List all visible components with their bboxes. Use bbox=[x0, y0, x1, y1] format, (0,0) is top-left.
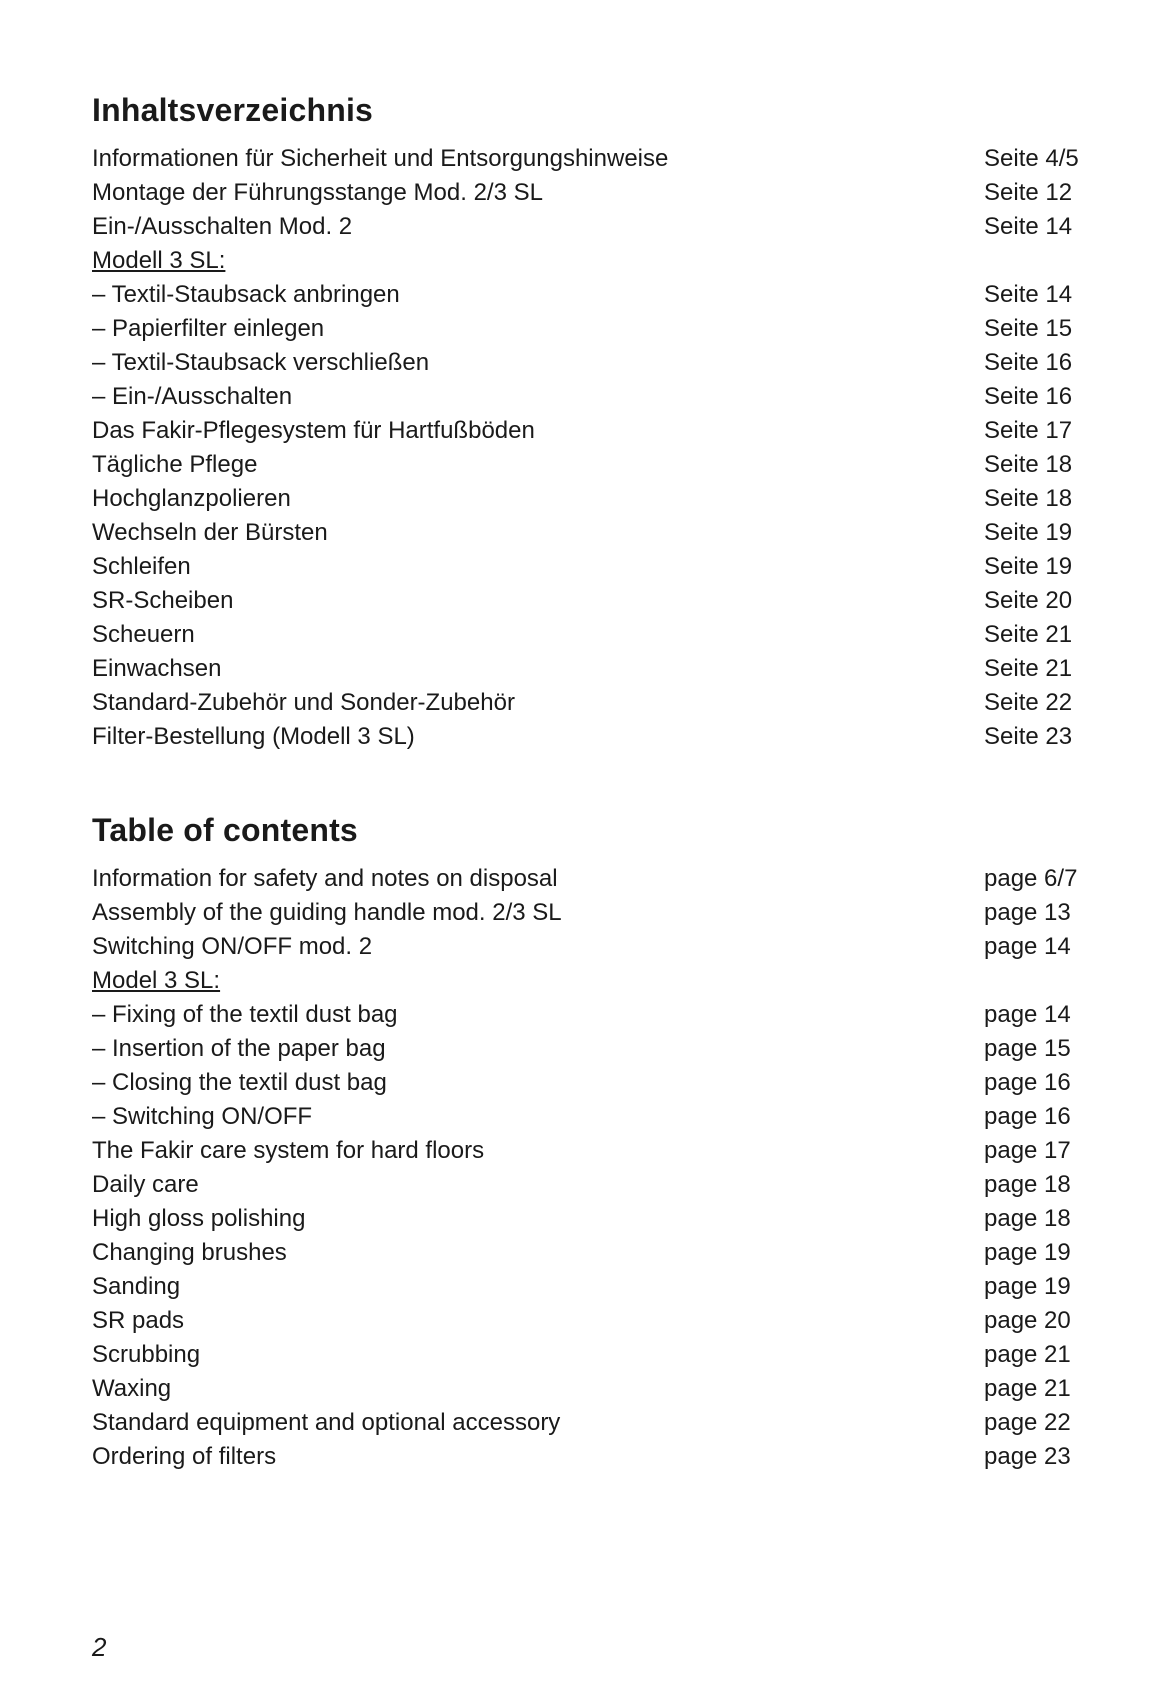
toc-entry bbox=[92, 516, 1087, 550]
toc-entry-page: page 16 bbox=[984, 1103, 1071, 1130]
toc-entry-page: page 19 bbox=[984, 1239, 1071, 1266]
english-toc-section bbox=[92, 808, 1087, 1474]
page-number: 2 bbox=[92, 1632, 107, 1662]
toc-entry-page: Seite 18 bbox=[984, 485, 1073, 512]
toc-entry bbox=[92, 1134, 1087, 1168]
toc-entry-label: Switching ON/OFF mod. 2 bbox=[92, 933, 373, 960]
toc-entry bbox=[92, 1440, 1087, 1474]
toc-subheading-label: Model 3 SL: bbox=[92, 967, 221, 994]
toc-entry-label: – Fixing of the textil dust bag bbox=[92, 1001, 398, 1028]
toc-entry-label: Filter-Bestellung (Modell 3 SL) bbox=[92, 723, 415, 750]
toc-entry bbox=[92, 862, 1087, 896]
toc-entry bbox=[92, 584, 1087, 618]
toc-subheading bbox=[92, 964, 1087, 998]
toc-entry-page: Seite 16 bbox=[984, 349, 1073, 376]
toc-entry bbox=[92, 1066, 1087, 1100]
toc-entry-label: Hochglanzpolieren bbox=[92, 485, 291, 512]
toc-entry bbox=[92, 346, 1087, 380]
toc-entry-label: – Papierfilter einlegen bbox=[92, 315, 325, 342]
toc-entry-page: page 14 bbox=[984, 933, 1071, 960]
german-toc-heading: Inhaltsverzeichnis bbox=[92, 92, 374, 128]
toc-entry bbox=[92, 720, 1087, 754]
toc-entry-page: page 23 bbox=[984, 1443, 1071, 1470]
toc-entry-page: page 16 bbox=[984, 1069, 1071, 1096]
toc-entry bbox=[92, 448, 1087, 482]
toc-entry bbox=[92, 930, 1087, 964]
toc-entry bbox=[92, 142, 1087, 176]
toc-entry bbox=[92, 1168, 1087, 1202]
toc-entry bbox=[92, 482, 1087, 516]
toc-entry bbox=[92, 896, 1087, 930]
toc-entry bbox=[92, 998, 1087, 1032]
toc-subheading bbox=[92, 244, 1087, 278]
toc-entry-label: – Closing the textil dust bag bbox=[92, 1069, 387, 1096]
toc-entry-page: Seite 4/5 bbox=[984, 145, 1079, 172]
toc-entry-page: page 17 bbox=[984, 1137, 1071, 1164]
toc-entry-page: page 13 bbox=[984, 899, 1071, 926]
toc-entry bbox=[92, 210, 1087, 244]
toc-entry-label: Das Fakir-Pflegesystem für Hartfußböden bbox=[92, 417, 535, 444]
toc-entry bbox=[92, 550, 1087, 584]
toc-entry-label: The Fakir care system for hard floors bbox=[92, 1137, 485, 1164]
toc-entry-label: – Insertion of the paper bag bbox=[92, 1035, 386, 1062]
toc-entry-label: High gloss polishing bbox=[92, 1205, 306, 1232]
toc-entry bbox=[92, 380, 1087, 414]
toc-entry-page: page 14 bbox=[984, 1001, 1071, 1028]
toc-entry-page: Seite 12 bbox=[984, 179, 1073, 206]
toc-entry bbox=[92, 1406, 1087, 1440]
toc-entry-label: Informationen für Sicherheit und Entsorgungshinweise bbox=[92, 145, 669, 172]
toc-entry-page: Seite 14 bbox=[984, 213, 1073, 240]
toc-entry-page: page 22 bbox=[984, 1409, 1071, 1436]
toc-entry-label: Waxing bbox=[92, 1375, 172, 1402]
toc-entry-label: Standard-Zubehör und Sonder-Zubehör bbox=[92, 689, 515, 716]
toc-entry-label: – Textil-Staubsack verschließen bbox=[92, 349, 430, 376]
toc-entry-page: Seite 19 bbox=[984, 553, 1073, 580]
toc-subheading-label: Modell 3 SL: bbox=[92, 247, 226, 274]
toc-entry bbox=[92, 652, 1087, 686]
toc-entry-page: page 20 bbox=[984, 1307, 1071, 1334]
toc-entry bbox=[92, 414, 1087, 448]
toc-entry-page: Seite 17 bbox=[984, 417, 1073, 444]
toc-entry-page: page 19 bbox=[984, 1273, 1071, 1300]
toc-entry bbox=[92, 1338, 1087, 1372]
toc-entry-page: page 6/7 bbox=[984, 865, 1078, 892]
toc-entry-page: Seite 19 bbox=[984, 519, 1073, 546]
toc-entry-page: Seite 21 bbox=[984, 621, 1073, 648]
toc-entry-label: Wechseln der Bürsten bbox=[92, 519, 328, 546]
toc-entry-label: Scrubbing bbox=[92, 1341, 201, 1368]
toc-entry-label: Assembly of the guiding handle mod. 2/3 SL bbox=[92, 899, 562, 926]
german-toc-section bbox=[92, 88, 1087, 754]
toc-entry bbox=[92, 1032, 1087, 1066]
toc-entry bbox=[92, 686, 1087, 720]
toc-entry-label: Sanding bbox=[92, 1273, 181, 1300]
toc-entry-page: Seite 22 bbox=[984, 689, 1073, 716]
toc-entry-label: Montage der Führungsstange Mod. 2/3 SL bbox=[92, 179, 543, 206]
toc-entry-page: Seite 15 bbox=[984, 315, 1073, 342]
toc-entry bbox=[92, 278, 1087, 312]
toc-entry-label: SR-Scheiben bbox=[92, 587, 234, 614]
toc-entry bbox=[92, 312, 1087, 346]
toc-entry-page: page 15 bbox=[984, 1035, 1071, 1062]
english-toc-heading: Table of contents bbox=[92, 812, 358, 848]
toc-entry-page: Seite 16 bbox=[984, 383, 1073, 410]
toc-entry bbox=[92, 618, 1087, 652]
toc-entry-label: Schleifen bbox=[92, 553, 191, 580]
toc-entry-label: SR pads bbox=[92, 1307, 185, 1334]
toc-entry-label: Ein-/Ausschalten Mod. 2 bbox=[92, 213, 353, 240]
toc-entry-label: Daily care bbox=[92, 1171, 199, 1198]
toc-entry-page: page 18 bbox=[984, 1171, 1071, 1198]
toc-entry bbox=[92, 1304, 1087, 1338]
toc-entry-page: page 21 bbox=[984, 1341, 1071, 1368]
toc-entry-label: Tägliche Pflege bbox=[92, 451, 258, 478]
toc-entry bbox=[92, 176, 1087, 210]
toc-entry-label: Standard equipment and optional accessory bbox=[92, 1409, 561, 1436]
toc-entry-label: Changing brushes bbox=[92, 1239, 287, 1266]
toc-entry bbox=[92, 1372, 1087, 1406]
toc-entry bbox=[92, 1100, 1087, 1134]
toc-entry-label: – Ein-/Ausschalten bbox=[92, 383, 293, 410]
toc-entry-page: Seite 14 bbox=[984, 281, 1073, 308]
toc-entry-page: page 21 bbox=[984, 1375, 1071, 1402]
toc-entry-label: Scheuern bbox=[92, 621, 195, 648]
toc-entry-label: Einwachsen bbox=[92, 655, 222, 682]
toc-entry bbox=[92, 1270, 1087, 1304]
toc-entry-label: – Switching ON/OFF bbox=[92, 1103, 313, 1130]
toc-entry-page: Seite 21 bbox=[984, 655, 1073, 682]
toc-entry-page: Seite 20 bbox=[984, 587, 1073, 614]
toc-entry-label: – Textil-Staubsack anbringen bbox=[92, 281, 400, 308]
toc-entry-label: Information for safety and notes on disposal bbox=[92, 865, 558, 892]
toc-entry-page: Seite 18 bbox=[984, 451, 1073, 478]
toc-entry-page: Seite 23 bbox=[984, 723, 1073, 750]
toc-entry-page: page 18 bbox=[984, 1205, 1071, 1232]
toc-entry-label: Ordering of filters bbox=[92, 1443, 277, 1470]
toc-entry bbox=[92, 1236, 1087, 1270]
toc-entry bbox=[92, 1202, 1087, 1236]
